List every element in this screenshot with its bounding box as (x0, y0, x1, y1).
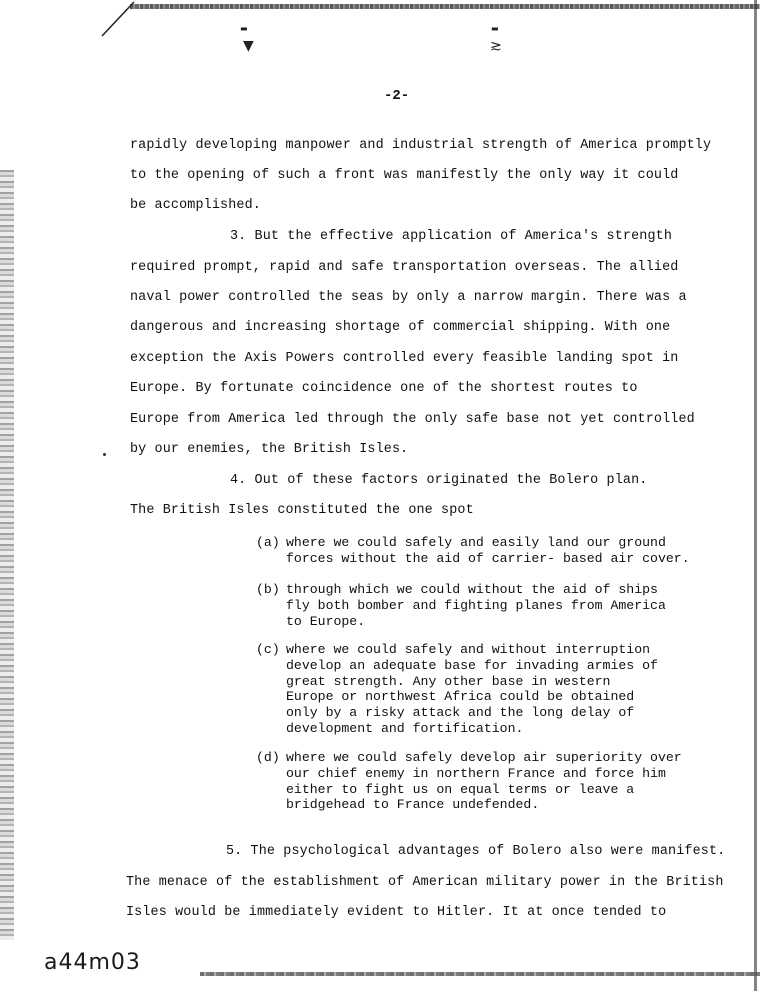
paragraph-4-line-2: The British Isles constituted the one spot (130, 503, 474, 518)
list-item-label: (b) (256, 582, 280, 597)
paragraph-3-line-1: 3. But the effective application of America's strength (230, 229, 673, 244)
paragraph-5-line-3: Isles would be immediately evident to Hitler. It at once tended to (126, 905, 667, 920)
punch-dot-left-icon: ▬ (240, 24, 248, 33)
list-item-label: (d) (256, 750, 280, 765)
list-item-c (256, 642, 716, 737)
corner-fold-line (100, 0, 140, 40)
list-item-d (256, 750, 716, 813)
paragraph-2-line-3: be accomplished. (130, 198, 261, 213)
handwritten-archive-note: a44m03 (44, 950, 141, 975)
scan-right-edge (754, 0, 757, 991)
paragraph-3-line-5: exception the Axis Powers controlled every feasible landing spot in (130, 351, 679, 366)
list-item-text: where we could safely develop air superiority over our chief enemy in northern France and force him either to fight us on equal terms or leave a bridgehead to France undefended. (286, 750, 682, 813)
list-item-text: where we could safely and easily land our ground forces without the aid of carrier- based air cover. (286, 535, 690, 566)
list-item-text: where we could safely and without interruption develop an adequate base for invading armies of great strength. Any other base in western Europe or northwest Africa could be obtained only by a risky attack and the long delay of development and fortification. (286, 642, 658, 736)
scan-bottom-edge (200, 972, 760, 976)
paragraph-3-line-3: naval power controlled the seas by only a narrow margin. There was a (130, 290, 687, 305)
list-item-a (256, 535, 716, 567)
punch-dot-right-icon: ▬ (491, 24, 499, 33)
paragraph-4-line-1: 4. Out of these factors originated the Bolero plan. (230, 473, 648, 488)
list-item-b (256, 582, 716, 629)
paragraph-3-line-4: dangerous and increasing shortage of commercial shipping. With one (130, 320, 671, 335)
punch-mark-left-icon: ▼ (243, 38, 254, 54)
list-item-label: (c) (256, 642, 280, 657)
paragraph-5-line-1: 5. The psychological advantages of Bolero also were manifest. (226, 844, 726, 859)
scan-top-edge (130, 4, 760, 9)
list-item-text: through which we could without the aid of ships fly both bomber and fighting planes from America to Europe. (286, 582, 666, 629)
scan-left-edge (0, 170, 14, 940)
punch-mark-right-icon: ≳ (490, 38, 502, 54)
paragraph-3-line-7: Europe from America led through the only safe base not yet controlled (130, 412, 695, 427)
paragraph-2-line-2: to the opening of such a front was manifestly the only way it could (130, 168, 679, 183)
paragraph-5-line-2: The menace of the establishment of American military power in the British (126, 875, 724, 890)
paragraph-3-line-2: required prompt, rapid and safe transportation overseas. The allied (130, 260, 679, 275)
paragraph-2-line-1: rapidly developing manpower and industrial strength of America promptly (130, 138, 712, 153)
stray-dot (103, 453, 106, 456)
list-item-label: (a) (256, 535, 280, 550)
paragraph-3-line-6: Europe. By fortunate coincidence one of the shortest routes to (130, 381, 638, 396)
paragraph-3-line-8: by our enemies, the British Isles. (130, 442, 409, 457)
page-number: -2- (384, 88, 410, 104)
